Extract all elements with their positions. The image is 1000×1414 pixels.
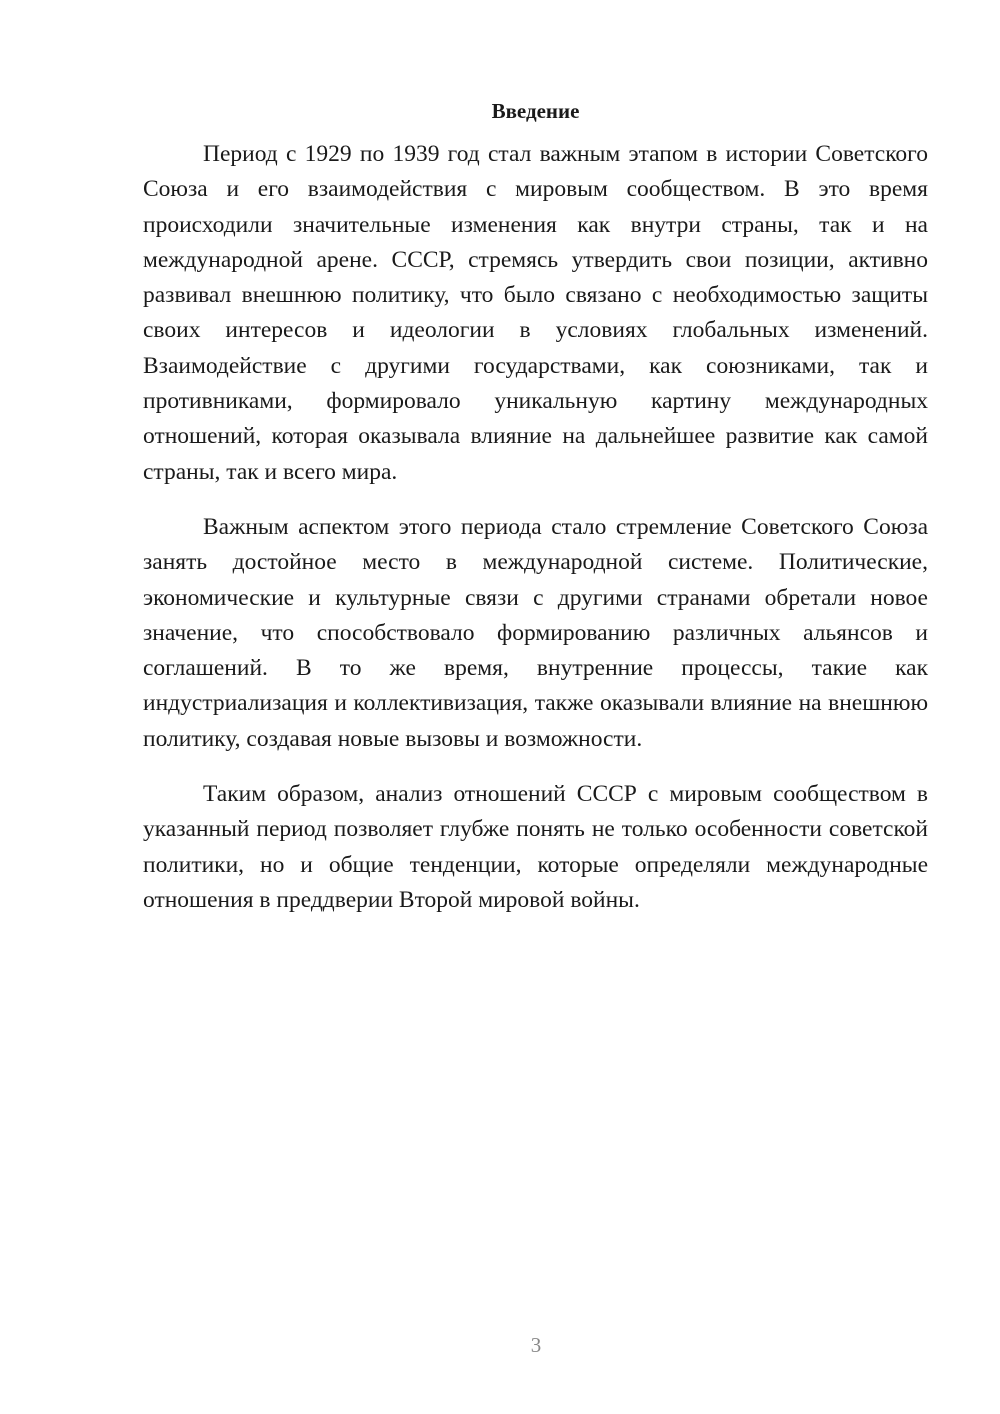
paragraph-1: Период с 1929 по 1939 год стал важным этапом в истории Советского Союза и его взаимодействия с мировым сообществом. В это время происходили значительные изменения как внутри страны, так и на международной арене. СССР, стремясь утвердить свои позиции, активно развивал внешнюю политику, что было связано с необходимостью защиты своих интересов и идеологии в условиях глобальных изменений. Взаимодействие с другими государствами, как союзниками, так и противниками, формировало уникальную картину международных отношений, которая оказывала влияние на дальнейшее развитие как самой страны, так и всего мира.: [143, 141, 928, 485]
paragraph-3: Таким образом, анализ отношений СССР с мировым сообществом в указанный период позволяет глубже понять не только особенности советской политики, но и общие тенденции, которые определяли международные отношения в преддверии Второй мировой войны.: [143, 781, 928, 913]
page-content: [143, 94, 928, 938]
paragraph-2: Важным аспектом этого периода стало стремление Советского Союза занять достойное место в международной системе. Политические, экономические и культурные связи с другими странами обретали новое значение, что способствовало формированию различных альянсов и соглашений. В то же время, внутренние процессы, такие как индустриализация и коллективизация, также оказывали влияние на внешнюю политику, создавая новые вызовы и возможности.: [143, 513, 928, 752]
section-heading: Введение: [491, 99, 580, 123]
page-number: 3: [530, 1333, 542, 1357]
